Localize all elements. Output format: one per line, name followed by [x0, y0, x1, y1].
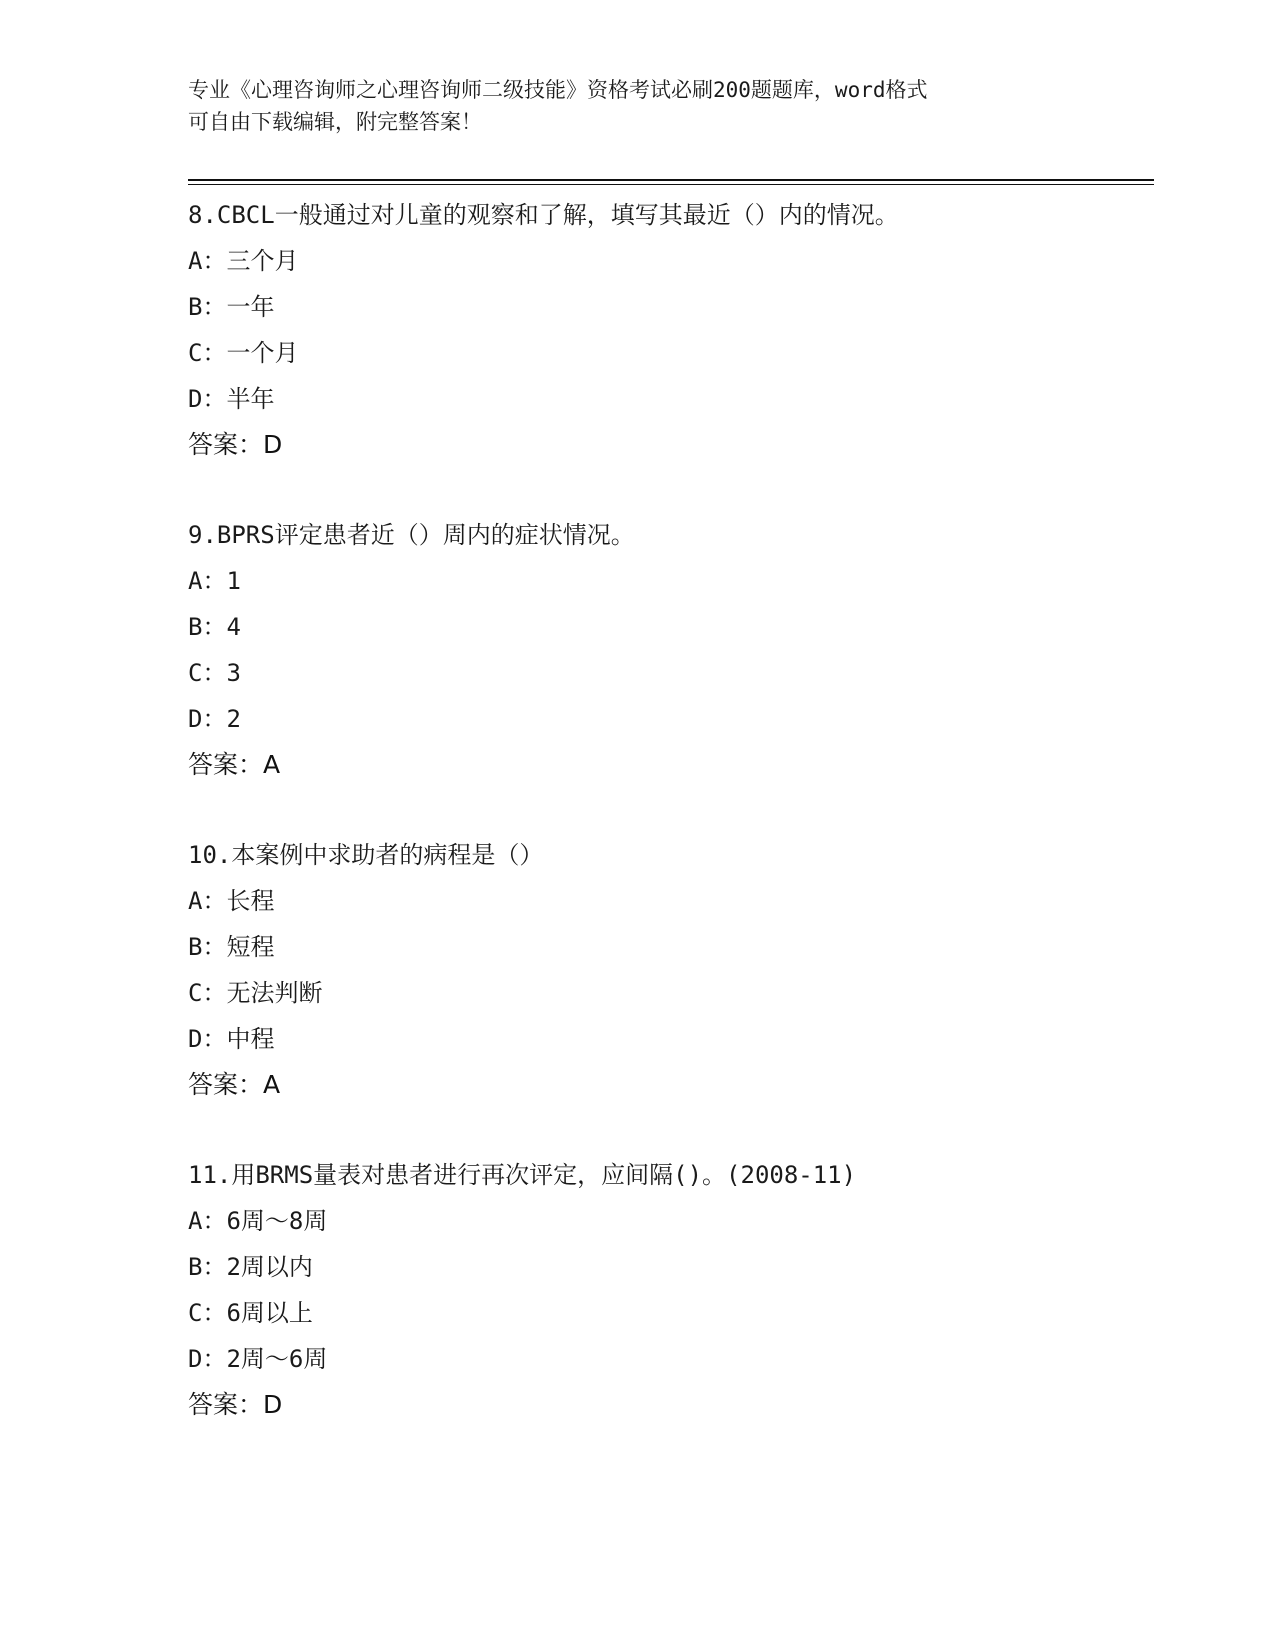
option-d: D：2周～6周 [188, 1345, 328, 1373]
answer-label: 答案：A [188, 750, 281, 779]
question-10 [188, 832, 1168, 1108]
option-c: C：无法判断 [188, 979, 323, 1007]
answer-label: 答案：D [188, 1390, 283, 1419]
option-a: A：1 [188, 567, 241, 595]
option-b: B：4 [188, 613, 241, 641]
answer-label: 答案：D [188, 430, 283, 459]
document-header [188, 74, 1088, 138]
option-c: C：3 [188, 659, 241, 687]
question-8 [188, 192, 1168, 468]
option-a: A：三个月 [188, 247, 299, 275]
option-b: B：一年 [188, 293, 275, 321]
question-11 [188, 1152, 1168, 1428]
question-stem: 8.CBCL一般通过对儿童的观察和了解，填写其最近（）内的情况。 [188, 201, 899, 229]
option-c: C：一个月 [188, 339, 299, 367]
question-stem: 10.本案例中求助者的病程是（） [188, 841, 544, 869]
option-a: A：长程 [188, 887, 275, 915]
option-b: B：短程 [188, 933, 275, 961]
answer-label: 答案：A [188, 1070, 281, 1099]
question-stem: 9.BPRS评定患者近（）周内的症状情况。 [188, 521, 635, 549]
header-divider-thick [188, 179, 1154, 181]
option-d: D：2 [188, 705, 241, 733]
option-d: D：半年 [188, 385, 275, 413]
option-d: D：中程 [188, 1025, 275, 1053]
question-stem: 11.用BRMS量表对患者进行再次评定，应间隔()。(2008-11) [188, 1161, 857, 1189]
question-9 [188, 512, 1168, 788]
option-a: A：6周～8周 [188, 1207, 328, 1235]
question-list [188, 192, 1168, 1472]
option-b: B：2周以内 [188, 1253, 313, 1281]
header-line-2: 可自由下载编辑，附完整答案！ [188, 110, 482, 134]
option-c: C：6周以上 [188, 1299, 313, 1327]
header-line-1: 专业《心理咨询师之心理咨询师二级技能》资格考试必刷200题题库，word格式 [188, 78, 928, 102]
header-divider-thin [188, 184, 1154, 185]
